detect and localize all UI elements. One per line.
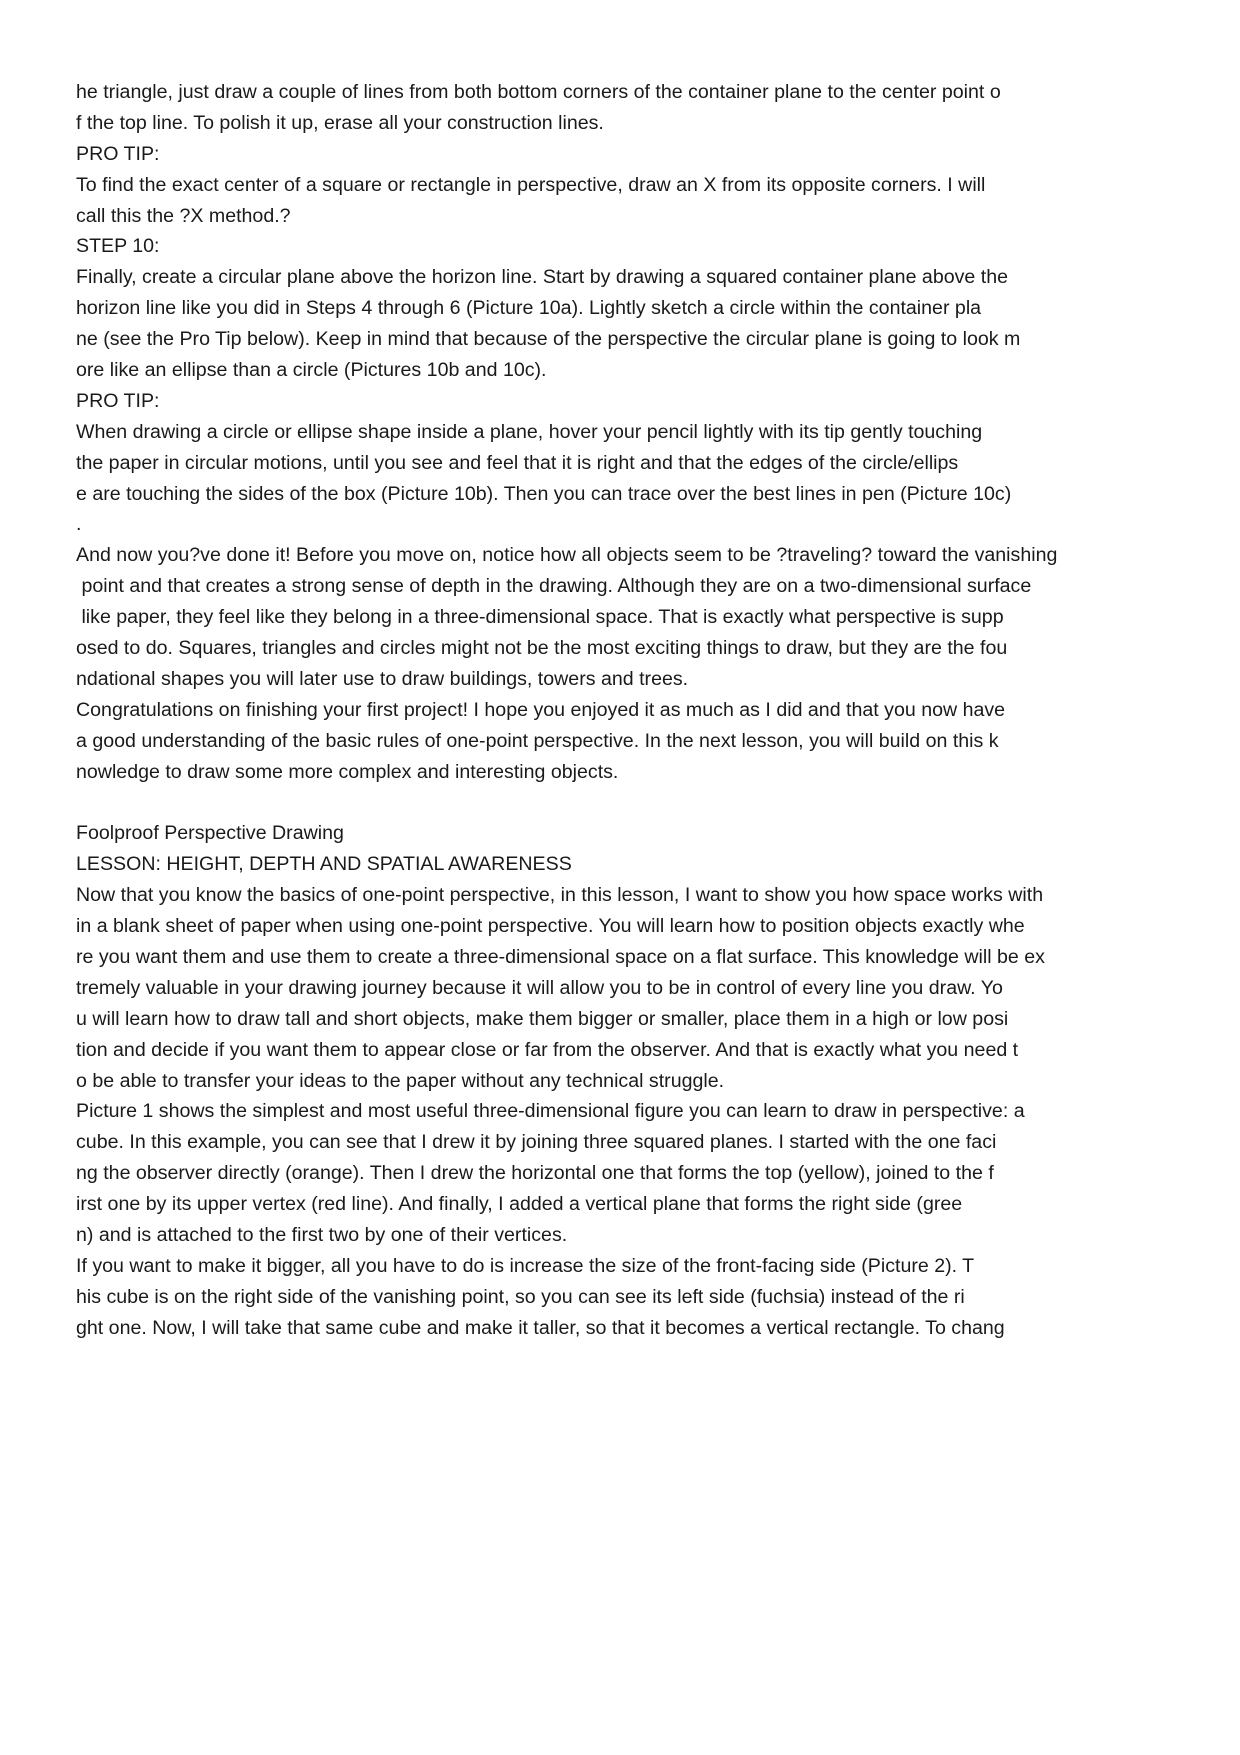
text-line: in a blank sheet of paper when using one-point perspective. You will learn how to position objects exactly whe [76,915,1025,938]
text-line: ne (see the Pro Tip below). Keep in mind that because of the perspective the circular plane is going to look m [76,328,1021,351]
text-line: call this the ?X method.? [76,204,291,227]
text-line: If you want to make it bigger, all you have to do is increase the size of the front-facing side (Picture 2). T [76,1254,975,1277]
text-line: re you want them and use them to create a three-dimensional space on a flat surface. This knowledge will be ex [76,945,1045,968]
text-line: And now you?ve done it! Before you move on, notice how all objects seem to be ?traveling? toward the vanishing [76,544,1058,567]
document-page [76,77,1226,1344]
text-line: o be able to transfer your ideas to the paper without any technical struggle. [76,1069,725,1092]
blank-line [76,787,1226,818]
text-line: Now that you know the basics of one-point perspective, in this lesson, I want to show you how space works with [76,884,1044,907]
text-line: like paper, they feel like they belong in a three-dimensional space. That is exactly what perspective is supp [76,606,1004,629]
text-line: e are touching the sides of the box (Picture 10b). Then you can trace over the best lines in pen (Picture 10c) [76,482,1012,505]
text-line: cube. In this example, you can see that I drew it by joining three squared planes. I started with the one faci [76,1131,997,1154]
text-line: tremely valuable in your drawing journey because it will allow you to be in control of every line you draw. Yo [76,976,1003,999]
text-line: tion and decide if you want them to appear close or far from the observer. And that is exactly what you need t [76,1038,1019,1061]
lesson-heading: LESSON: HEIGHT, DEPTH AND SPATIAL AWARENESS [76,853,572,876]
text-line: irst one by its upper vertex (red line). And finally, I added a vertical plane that forms the right side (gree [76,1193,963,1216]
text-line: . [76,513,82,536]
text-line: ght one. Now, I will take that same cube and make it taller, so that it becomes a vertical rectangle. To chang [76,1316,1005,1339]
text-line: the paper in circular motions, until you see and feel that it is right and that the edges of the circle/ellips [76,451,959,474]
text-line: horizon line like you did in Steps 4 through 6 (Picture 10a). Lightly sketch a circle within the container pla [76,297,982,320]
pro-tip-heading: PRO TIP: [76,389,160,412]
text-line: Finally, create a circular plane above the horizon line. Start by drawing a squared container plane above the [76,266,1008,289]
text-line: ore like an ellipse than a circle (Pictures 10b and 10c). [76,359,547,382]
text-line: To find the exact center of a square or rectangle in perspective, draw an X from its opposite corners. I will [76,173,986,196]
text-line: point and that creates a strong sense of depth in the drawing. Although they are on a two-dimensional surface [76,575,1032,598]
book-title: Foolproof Perspective Drawing [76,822,344,845]
text-line: Picture 1 shows the simplest and most useful three-dimensional figure you can learn to draw in perspective: a [76,1100,1025,1123]
text-line: f the top line. To polish it up, erase all your construction lines. [76,111,604,134]
text-line: he triangle, just draw a couple of lines from both bottom corners of the container plane to the center point o [76,81,1001,103]
text-line: his cube is on the right side of the vanishing point, so you can see its left side (fuchsia) instead of the ri [76,1285,965,1308]
text-line: u will learn how to draw tall and short objects, make them bigger or smaller, place them in a high or low posi [76,1007,1009,1030]
text-line: n) and is attached to the first two by one of their vertices. [76,1223,568,1246]
text-line: When drawing a circle or ellipse shape inside a plane, hover your pencil lightly with its tip gently touching [76,420,983,443]
text-line: Congratulations on finishing your first project! I hope you enjoyed it as much as I did and that you now have [76,698,1006,721]
text-line: nowledge to draw some more complex and interesting objects. [76,760,619,783]
text-line: a good understanding of the basic rules of one-point perspective. In the next lesson, you will build on this k [76,729,999,752]
text-line: osed to do. Squares, triangles and circles might not be the most exciting things to draw, but they are the fou [76,637,1008,660]
text-line: ndational shapes you will later use to draw buildings, towers and trees. [76,667,689,690]
step-heading: STEP 10: [76,235,160,258]
text-line: ng the observer directly (orange). Then I drew the horizontal one that forms the top (yellow), joined to the f [76,1162,994,1185]
pro-tip-heading: PRO TIP: [76,142,160,165]
